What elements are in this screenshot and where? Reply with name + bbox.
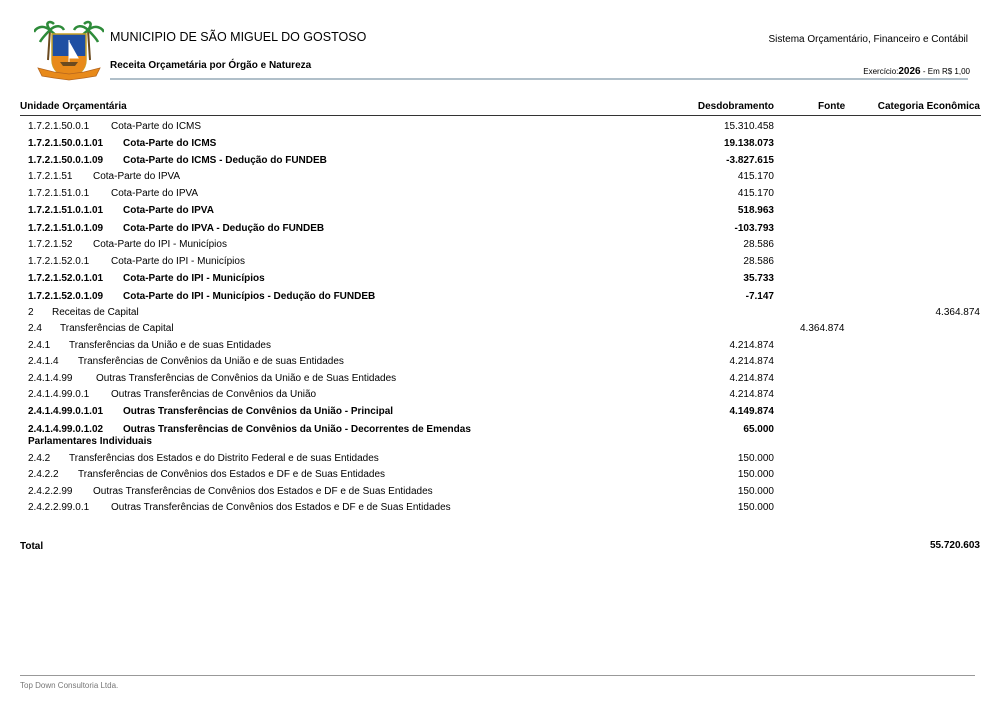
row-breakdown-value: -3.827.615 [726,155,774,166]
row-breakdown-value: 15.310.458 [723,121,774,132]
row-description: Cota-Parte do ICMS [111,121,202,132]
row-category-value: 4.364.874 [935,307,980,318]
municipality-name: MUNICIPIO DE SÃO MIGUEL DO GOSTOSO [110,30,367,44]
row-breakdown-value: 35.733 [743,273,774,284]
row-code: 1.7.2.1.50.0.1 [28,121,90,132]
row-code: 1.7.2.1.50.0.1.01 [28,138,104,149]
footer-company: Top Down Consultoria Ltda. [20,681,119,690]
row-code: 1.7.2.1.51 [28,171,73,182]
total-label: Total [20,541,44,552]
row-description: Outras Transferências de Convênios dos Estados e DF e de Suas Entidades [93,486,433,497]
row-description: Outras Transferências de Convênios da União e de Suas Entidades [96,373,397,384]
row-description: Cota-Parte do IPVA - Dedução do FUNDEB [123,223,325,234]
system-name: Sistema Orçamentário, Financeiro e Contábil [768,34,968,45]
row-code: 2 [28,307,34,318]
row-code: 2.4.1.4.99.0.1.01 [28,406,104,417]
row-code: 2.4.1.4 [28,356,59,367]
row-description: Cota-Parte do IPVA [111,188,199,199]
row-breakdown-value: 19.138.073 [723,138,774,149]
row-description: Cota-Parte do IPI - Municípios [111,256,245,267]
currency-note: - Em R$ 1,00 [922,67,970,76]
row-breakdown-value: 4.214.874 [729,356,774,367]
row-description: Cota-Parte do IPI - Municípios [123,273,265,284]
row-code: 2.4.1.4.99.0.1.02 [28,424,104,435]
row-breakdown-value: 415.170 [737,188,774,199]
row-code: 2.4.2.2 [28,469,59,480]
row-description: Transferências da União e de suas Entidades [69,340,271,351]
row-code: 2.4 [28,323,42,334]
row-code: 1.7.2.1.52.0.1.09 [28,291,104,302]
row-code: 1.7.2.1.52.0.1.01 [28,273,104,284]
row-breakdown-value: 4.214.874 [729,389,774,400]
row-description-continued: Parlamentares Individuais [28,436,152,447]
row-breakdown-value: 65.000 [743,424,774,435]
row-source-value: 4.364.874 [800,323,845,334]
row-breakdown-value: 150.000 [737,453,774,464]
row-description: Receitas de Capital [52,307,139,318]
row-description: Transferências de Convênios dos Estados e DF e de Suas Entidades [78,469,386,480]
row-description: Cota-Parte do IPI - Municípios [93,239,227,250]
row-breakdown-value: 150.000 [737,486,774,497]
row-breakdown-value: -103.793 [734,223,774,234]
row-breakdown-value: 4.214.874 [729,340,774,351]
column-header-breakdown: Desdobramento [697,101,774,112]
row-description: Outras Transferências de Convênios da União [111,389,317,400]
row-code: 2.4.1.4.99.0.1 [28,389,90,400]
row-code: 1.7.2.1.52 [28,239,73,250]
exercise-year: 2026 [898,66,921,77]
row-description: Transferências de Convênios da União e de suas Entidades [78,356,344,367]
row-breakdown-value: 150.000 [737,469,774,480]
column-header-unit: Unidade Orçamentária [20,101,127,112]
row-description: Cota-Parte do ICMS - Dedução do FUNDEB [123,155,327,166]
column-header-source: Fonte [818,101,846,112]
report-title: Receita Orçametária por Órgão e Natureza [110,60,312,71]
row-code: 2.4.2.2.99.0.1 [28,502,90,513]
exercise-label: Exercício: [863,67,899,76]
row-code: 2.4.2.2.99 [28,486,73,497]
exercise-info [863,66,970,77]
row-code: 2.4.2 [28,453,51,464]
row-description: Outras Transferências de Convênios dos Estados e DF e de Suas Entidades [111,502,451,513]
row-code: 2.4.1 [28,340,51,351]
row-code: 1.7.2.1.51.0.1.09 [28,223,104,234]
row-breakdown-value: -7.147 [745,291,774,302]
total-value: 55.720.603 [929,540,980,551]
row-description: Outras Transferências de Convênios da União - Decorrentes de Emendas [123,424,471,435]
row-code: 1.7.2.1.51.0.1.01 [28,205,104,216]
row-breakdown-value: 415.170 [737,171,774,182]
row-code: 1.7.2.1.51.0.1 [28,188,90,199]
row-breakdown-value: 4.214.874 [729,373,774,384]
municipal-coat-of-arms [34,20,104,82]
row-breakdown-value: 4.149.874 [729,406,774,417]
row-description: Transferências de Capital [60,323,174,334]
row-code: 1.7.2.1.50.0.1.09 [28,155,104,166]
row-breakdown-value: 28.586 [743,239,774,250]
row-description: Transferências dos Estados e do Distrito Federal e de suas Entidades [69,453,379,464]
footer-rule [20,675,975,676]
column-header-rule [20,115,981,116]
row-description: Cota-Parte do IPVA [123,205,214,216]
row-description: Cota-Parte do IPVA [93,171,181,182]
row-breakdown-value: 518.963 [737,205,774,216]
row-breakdown-value: 150.000 [737,502,774,513]
row-description: Cota-Parte do ICMS [123,138,217,149]
header-rule [110,78,968,80]
row-breakdown-value: 28.586 [743,256,774,267]
column-header-category: Categoria Econômica [877,101,980,112]
row-code: 2.4.1.4.99 [28,373,73,384]
row-description: Outras Transferências de Convênios da União - Principal [123,406,394,417]
row-description: Cota-Parte do IPI - Municípios - Dedução do FUNDEB [123,291,376,302]
row-code: 1.7.2.1.52.0.1 [28,256,90,267]
